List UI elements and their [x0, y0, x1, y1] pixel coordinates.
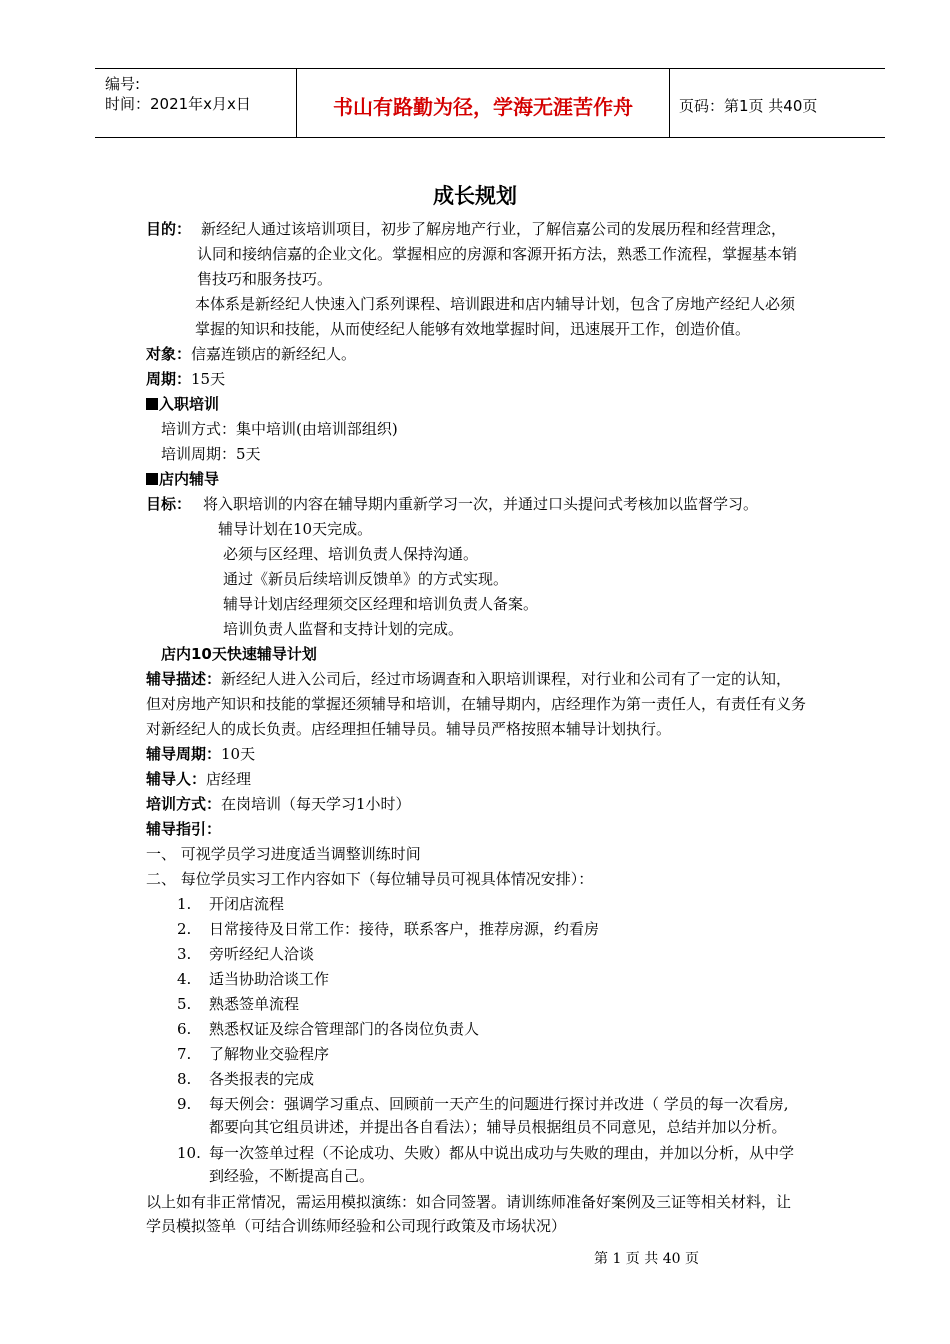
purpose-row — [146, 219, 191, 239]
page-label: 页码：第1页 共40页 — [679, 97, 818, 115]
entry-training-heading — [146, 394, 219, 414]
desc-line-1: 新经纪人进入公司后，经过市场调查和入职培训课程，对行业和公司有了一定的认知， — [221, 670, 792, 688]
goal-label: 目标： — [146, 495, 192, 513]
list-item: 10. 每一次签单过程（不论成功、失败）都从中说出成功与失败的理由，并加以分析，从中学 — [177, 1144, 795, 1162]
time-label: 时间：2021年x月x日 — [105, 95, 251, 113]
purpose-line-5: 掌握的知识和技能，从而使经纪人能够有效地掌握时间，迅速展开工作，创造价值。 — [195, 320, 751, 338]
coach-method-label: 培训方式： — [146, 795, 222, 813]
purpose-line-1: 新经纪人通过该培训项目，初步了解房地产行业，了解信嘉公司的发展历程和经营理念， — [201, 220, 787, 238]
square-bullet-icon — [146, 473, 158, 485]
store-coaching-title: 店内辅导 — [159, 470, 220, 488]
list-item: 6. 熟悉权证及综合管理部门的各岗位负责人 — [177, 1020, 480, 1038]
coach-person-value: 店经理 — [206, 770, 252, 788]
guide-item-one: 一、 可视学员学习进度适当调整训练时间 — [146, 845, 421, 863]
target-row — [146, 344, 356, 364]
goal-item: 必须与区经理、培训负责人保持沟通。 — [223, 545, 479, 563]
header-right-cell — [670, 69, 885, 137]
fast-plan-heading: 店内10天快速辅导计划 — [161, 645, 317, 663]
closing-line-2: 学员模拟签单（可结合训练师经验和公司现行政策及市场状况） — [146, 1217, 567, 1235]
period-label: 周期： — [146, 370, 192, 388]
entry-training-title: 入职培训 — [159, 395, 220, 413]
coach-period-value: 10天 — [221, 745, 256, 763]
coach-method-value: 在岗培训（每天学习1小时） — [221, 795, 411, 813]
guide-item-two: 二、 每位学员实习工作内容如下（每位辅导员可视具体情况安排）： — [146, 870, 594, 888]
list-item: 9. 每天例会：强调学习重点、回顾前一天产生的问题进行探讨并改进（ 学员的每一次看房, — [177, 1095, 789, 1113]
purpose-line-4: 本体系是新经纪人快速入门系列课程、培训跟进和店内辅导计划，包含了房地产经纪人必须 — [195, 295, 796, 313]
code-label: 编号: — [105, 75, 141, 93]
list-item: 7. 了解物业交验程序 — [177, 1045, 330, 1063]
list-item: 8. 各类报表的完成 — [177, 1070, 315, 1088]
list-item: 5. 熟悉签单流程 — [177, 995, 300, 1013]
closing-line-1: 以上如有非正常情况，需运用模拟演练：如合同签署。请训练师准备好案例及三证等相关材料，让 — [146, 1193, 792, 1211]
goal-item: 辅导计划店经理须交区经理和培训负责人备案。 — [223, 595, 539, 613]
desc-row — [146, 669, 791, 689]
header-center-cell — [297, 69, 670, 137]
entry-training-period: 培训周期：5天 — [161, 445, 261, 463]
coach-method-row — [146, 794, 411, 814]
desc-line-2: 但对房地产知识和技能的掌握还须辅导和培训，在辅导期内，店经理作为第一责任人，有责任有义务 — [146, 695, 807, 713]
header-left-cell — [95, 69, 297, 137]
page-title: 成长规划 — [433, 184, 517, 208]
desc-label: 辅导描述： — [146, 670, 222, 688]
goal-item: 通过《新员后续培训反馈单》的方式实现。 — [223, 570, 509, 588]
period-value: 15天 — [191, 370, 226, 388]
goal-line-1: 将入职培训的内容在辅导期内重新学习一次，并通过口头提问式考核加以监督学习。 — [203, 495, 759, 513]
coach-period-row — [146, 744, 255, 764]
page-footer: 第 1 页 共 40 页 — [594, 1251, 699, 1267]
purpose-label: 目的： — [146, 220, 192, 238]
purpose-line-2: 认同和接纳信嘉的企业文化。掌握相应的房源和客源开拓方法，熟悉工作流程，掌握基本销 — [197, 245, 798, 263]
entry-training-method: 培训方式：集中培训(由培训部组织) — [161, 420, 398, 438]
coach-person-row — [146, 769, 251, 789]
list-item: 2. 日常接待及日常工作：接待，联系客户，推荐房源，约看房 — [177, 920, 600, 938]
goal-item: 辅导计划在10天完成。 — [218, 520, 373, 538]
square-bullet-icon — [146, 398, 158, 410]
coach-period-label: 辅导周期： — [146, 745, 222, 763]
target-label: 对象： — [146, 345, 192, 363]
list-item: 4. 适当协助洽谈工作 — [177, 970, 330, 988]
target-value: 信嘉连锁店的新经纪人。 — [191, 345, 357, 363]
list-item-continued: 到经验，不断提高自己。 — [209, 1167, 375, 1185]
list-item: 1. 开闭店流程 — [177, 895, 285, 913]
purpose-line-3: 售技巧和服务技巧。 — [197, 270, 333, 288]
goal-item: 培训负责人监督和支持计划的完成。 — [223, 620, 464, 638]
header-table — [95, 68, 885, 138]
motto: 书山有路勤为径，学海无涯苦作舟 — [333, 95, 633, 119]
goal-row — [146, 494, 191, 514]
list-item: 3. 旁听经纪人洽谈 — [177, 945, 315, 963]
list-item-continued: 都要向其它组员讲述，并提出各自看法）；辅导员根据组员不同意见，总结并加以分析。 — [209, 1118, 787, 1136]
store-coaching-heading — [146, 469, 219, 489]
coach-person-label: 辅导人： — [146, 770, 207, 788]
guide-label: 辅导指引： — [146, 820, 222, 838]
period-row — [146, 369, 225, 389]
desc-line-3: 对新经纪人的成长负责。店经理担任辅导员。辅导员严格按照本辅导计划执行。 — [146, 720, 672, 738]
